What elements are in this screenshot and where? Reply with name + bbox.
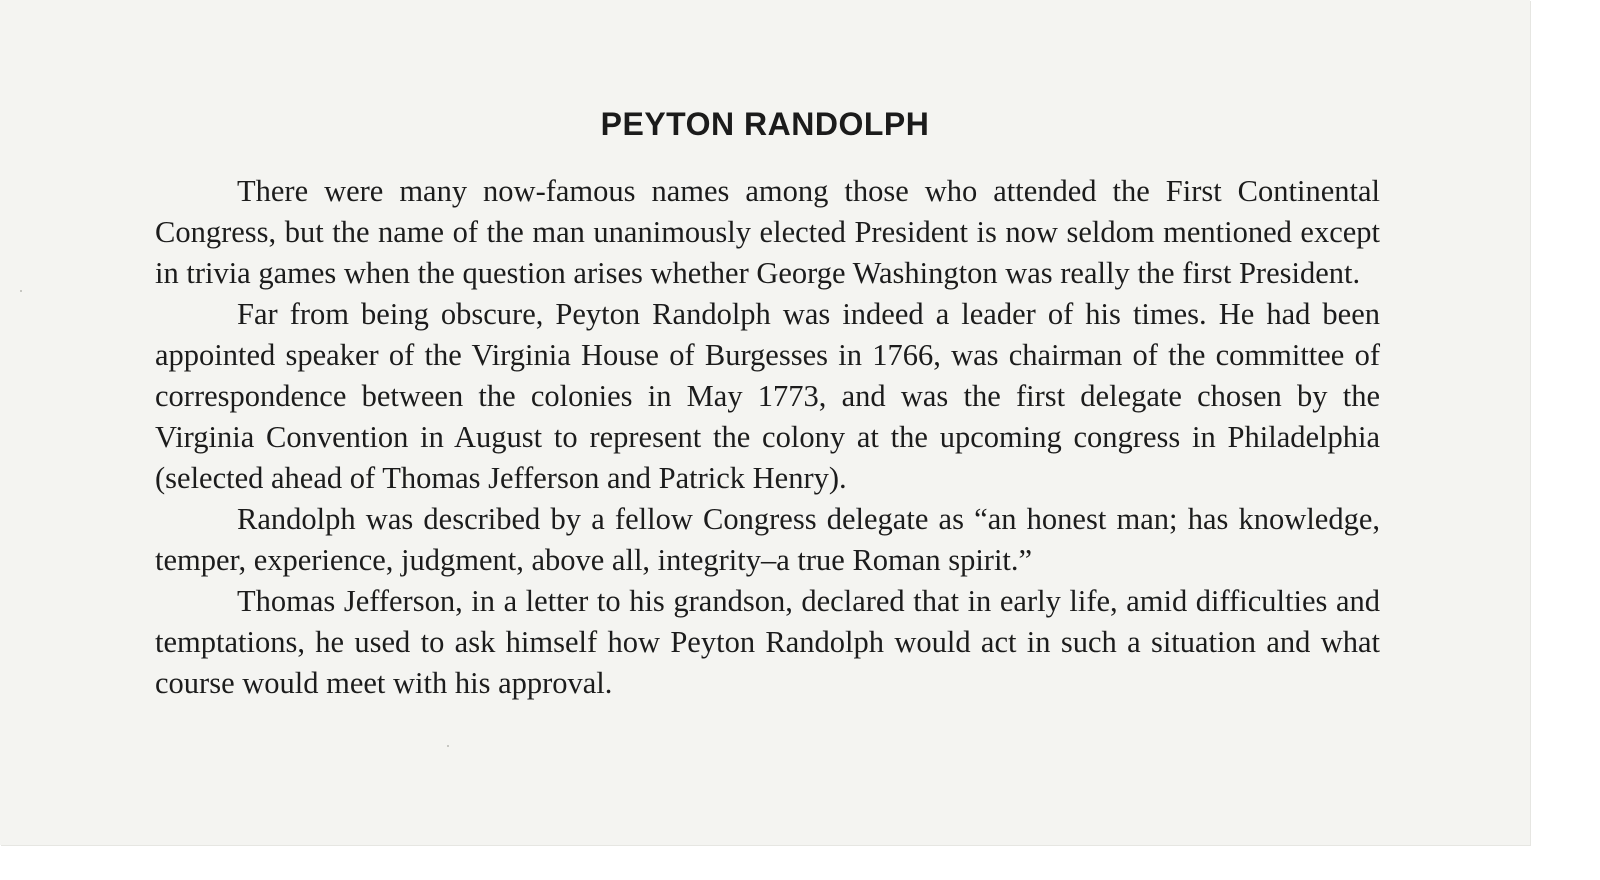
paper-speck (20, 290, 22, 292)
paragraph-3: Randolph was described by a fellow Congress delegate as “an honest man; has knowledge, temper, experience, judgment, above all, integrity–a true Roman spirit.” (155, 502, 1380, 577)
document-title: PEYTON RANDOLPH (600, 106, 930, 142)
paragraph-1: There were many now-famous names among those who attended the First Continental Congress, but the name of the man unanimously elected President is now seldom mentioned except in trivia games when the question arises whether George Washington was really the first President. (155, 174, 1380, 290)
paragraph-4: Thomas Jefferson, in a letter to his grandson, declared that in early life, amid difficulties and temptations, he used to ask himself how Peyton Randolph would act in such a situation and what course would meet with his approval. (155, 584, 1380, 700)
document-body (155, 171, 1380, 704)
paragraph-2: Far from being obscure, Peyton Randolph was indeed a leader of his times. He had been appointed speaker of the Virginia House of Burgesses in 1766, was chairman of the committee of correspondence between the colonies in May 1773, and was the first delegate chosen by the Virginia Convention in August to represent the colony at the upcoming congress in Philadelphia (selected ahead of Thomas Jefferson and Patrick Henry). (155, 297, 1380, 495)
paper-speck (447, 745, 449, 747)
